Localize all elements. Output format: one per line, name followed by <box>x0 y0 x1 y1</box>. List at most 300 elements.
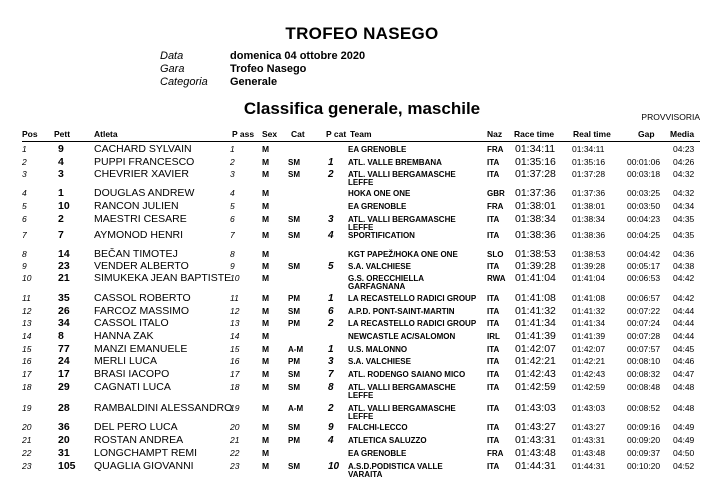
cell-pcat: 2 <box>328 318 334 329</box>
cell-sex: M <box>262 188 270 198</box>
classification-title: Classifica generale, maschile <box>243 99 481 118</box>
cell-sex: M <box>262 382 270 392</box>
cell-pett: 10 <box>58 200 70 212</box>
cell-gap: 00:06:57 <box>627 293 661 303</box>
cell-team: HOKA ONE ONE <box>348 189 411 198</box>
cell-pos: 11 <box>22 293 31 303</box>
cell-gap: 00:01:06 <box>627 157 661 167</box>
cell-team: G.S. ORECCHIELLA <box>348 274 425 283</box>
cell-cat: PM <box>288 436 300 445</box>
cell-pcat: 1 <box>328 293 334 304</box>
cell-atleta: CAGNATI LUCA <box>94 381 171 393</box>
cell-pos: 12 <box>22 306 32 316</box>
table-row <box>0 422 724 434</box>
event-meta <box>160 50 365 89</box>
cell-real: 01:35:16 <box>572 157 606 167</box>
cell-pett: 7 <box>58 229 64 241</box>
cell-pos: 18 <box>22 382 32 392</box>
cell-real: 01:43:03 <box>572 403 606 413</box>
cell-team: ATL. VALLI BERGAMASCHE <box>348 383 456 392</box>
cell-atleta: SIMUKEKA JEAN BAPTISTE <box>94 272 232 284</box>
cell-media: 04:44 <box>673 331 695 341</box>
table-row <box>0 381 724 400</box>
cell-gap: 00:09:37 <box>627 448 661 458</box>
cell-atleta: FARCOZ MASSIMO <box>94 305 190 317</box>
cell-cat: SM <box>288 370 300 379</box>
cell-race: 01:42:43 <box>515 368 556 380</box>
cell-cat: SM <box>288 307 300 316</box>
cell-pos: 22 <box>22 448 32 458</box>
cell-real: 01:42:07 <box>572 344 606 354</box>
meta-value: Generale <box>230 76 278 88</box>
header-gap: Gap <box>638 129 655 139</box>
table-row <box>0 293 724 305</box>
cell-real: 01:38:53 <box>572 249 606 259</box>
cell-race: 01:43:03 <box>515 402 556 414</box>
cell-cat: SM <box>288 215 300 224</box>
table-row <box>0 460 724 479</box>
cell-atleta: PUPPI FRANCESCO <box>94 156 195 168</box>
table-row <box>0 435 724 447</box>
cell-race: 01:38:36 <box>515 229 556 241</box>
cell-team: ATL. VALLI BERGAMASCHE <box>348 170 456 179</box>
cell-gap: 00:04:23 <box>627 214 661 224</box>
cell-gap: 00:10:20 <box>627 461 661 471</box>
cell-atleta: LONGCHAMPT REMI <box>94 447 198 459</box>
cell-cat: SM <box>288 158 300 167</box>
cell-team: LA RECASTELLO RADICI GROUP <box>348 294 477 303</box>
cell-sex: M <box>262 344 270 354</box>
cell-pass: 3 <box>230 169 235 179</box>
header-rule <box>22 141 700 142</box>
cell-sex: M <box>262 369 270 379</box>
cell-atleta: CACHARD SYLVAIN <box>94 143 192 155</box>
table-row <box>0 230 724 242</box>
cell-sex: M <box>262 249 270 259</box>
cell-media: 04:35 <box>673 230 695 240</box>
cell-media: 04:45 <box>673 344 695 354</box>
cell-media: 04:42 <box>673 273 695 283</box>
cell-pcat: 10 <box>328 461 340 472</box>
cell-gap: 00:04:42 <box>627 249 661 259</box>
cell-race: 01:41:32 <box>515 305 556 317</box>
cell-pos: 14 <box>22 331 32 341</box>
cell-real: 01:37:36 <box>572 188 606 198</box>
cell-team-continued: VARAITA <box>348 470 383 479</box>
cell-gap: 00:03:25 <box>627 188 661 198</box>
cell-atleta: AYMONOD HENRI <box>94 229 184 241</box>
cell-naz: ITA <box>487 404 500 413</box>
cell-race: 01:43:27 <box>515 421 556 433</box>
header-race-time: Race time <box>514 129 555 139</box>
cell-naz: IRL <box>487 332 500 341</box>
cell-race: 01:41:08 <box>515 292 556 304</box>
cell-pos: 3 <box>22 169 27 179</box>
cell-team: ATL. VALLI BERGAMASCHE <box>348 215 456 224</box>
cell-media: 04:35 <box>673 214 695 224</box>
cell-pos: 2 <box>22 157 27 167</box>
header-sex: Sex <box>262 129 278 139</box>
table-row <box>0 213 724 232</box>
header-team: Team <box>350 129 372 139</box>
cell-cat: PM <box>288 357 300 366</box>
cell-sex: M <box>262 230 270 240</box>
cell-pass: 6 <box>230 214 235 224</box>
cell-gap: 00:05:17 <box>627 261 661 271</box>
cell-sex: M <box>262 214 270 224</box>
cell-team-continued: GARFAGNANA <box>348 282 406 291</box>
cell-gap: 00:07:28 <box>627 331 661 341</box>
cell-pett: 21 <box>58 272 70 284</box>
cell-atleta: MANZI EMANUELE <box>94 343 188 355</box>
cell-race: 01:35:16 <box>515 156 556 168</box>
cell-race: 01:43:31 <box>515 434 556 446</box>
cell-race: 01:42:59 <box>515 381 556 393</box>
cell-race: 01:41:34 <box>515 317 556 329</box>
cell-naz: SLO <box>487 250 504 259</box>
cell-media: 04:50 <box>673 448 695 458</box>
cell-pass: 16 <box>230 356 240 366</box>
cell-pos: 19 <box>22 403 32 413</box>
cell-naz: ITA <box>487 262 500 271</box>
meta-value: Trofeo Nasego <box>230 63 307 75</box>
cell-atleta: CHEVRIER XAVIER <box>94 168 189 180</box>
cell-real: 01:44:31 <box>572 461 606 471</box>
cell-naz: ITA <box>487 231 500 240</box>
cell-real: 01:41:04 <box>572 273 606 283</box>
cell-pass: 11 <box>230 293 239 303</box>
cell-team-continued: LEFFE <box>348 412 374 421</box>
cell-cat: SM <box>288 423 300 432</box>
cell-sex: M <box>262 331 270 341</box>
cell-sex: M <box>262 293 270 303</box>
cell-team: A.S.D.PODISTICA VALLE <box>348 462 443 471</box>
cell-real: 01:42:59 <box>572 382 606 392</box>
cell-real: 01:37:28 <box>572 169 606 179</box>
cell-pett: 31 <box>58 447 70 459</box>
cell-pass: 13 <box>230 318 240 328</box>
cell-naz: FRA <box>487 202 504 211</box>
cell-cat: A-M <box>288 404 304 413</box>
cell-gap: 00:08:10 <box>627 356 661 366</box>
cell-team: FALCHI-LECCO <box>348 423 408 432</box>
cell-pass: 18 <box>230 382 240 392</box>
cell-media: 04:36 <box>673 249 695 259</box>
cell-pos: 23 <box>22 461 32 471</box>
cell-naz: ITA <box>487 462 500 471</box>
cell-race: 01:41:04 <box>515 272 556 284</box>
cell-team: ATLETICA SALUZZO <box>348 436 427 445</box>
cell-atleta: BEČAN TIMOTEJ <box>94 248 178 260</box>
cell-team-continued: LEFFE <box>348 178 374 187</box>
table-row <box>0 402 724 421</box>
table-row <box>0 272 724 291</box>
cell-real: 01:42:43 <box>572 369 606 379</box>
cell-atleta: MERLI LUCA <box>94 355 158 367</box>
cell-pett: 2 <box>58 213 64 225</box>
cell-pos: 1 <box>22 144 27 154</box>
table-row <box>0 144 724 156</box>
cell-pett: 35 <box>58 292 70 304</box>
cell-pcat: 3 <box>328 214 334 225</box>
cell-race: 01:42:07 <box>515 343 556 355</box>
cell-sex: M <box>262 422 270 432</box>
cell-media: 04:46 <box>673 356 695 366</box>
cell-pett: 9 <box>58 143 64 155</box>
cell-atleta: HANNA ZAK <box>94 330 154 342</box>
cell-pass: 4 <box>230 188 235 198</box>
cell-sex: M <box>262 435 270 445</box>
header-cat: Cat <box>291 129 305 139</box>
cell-gap: 00:04:25 <box>627 230 661 240</box>
cell-real: 01:41:32 <box>572 306 606 316</box>
cell-sex: M <box>262 461 270 471</box>
meta-row-race <box>160 63 365 76</box>
cell-media: 04:52 <box>673 461 695 471</box>
cell-pett: 14 <box>58 248 70 260</box>
cell-sex: M <box>262 201 270 211</box>
cell-race: 01:37:36 <box>515 187 556 199</box>
cell-cat: SM <box>288 383 300 392</box>
cell-atleta: VENDER ALBERTO <box>94 260 189 272</box>
meta-label: Gara <box>160 63 185 75</box>
cell-media: 04:38 <box>673 261 695 271</box>
cell-media: 04:49 <box>673 422 695 432</box>
cell-real: 01:41:08 <box>572 293 606 303</box>
cell-pos: 15 <box>22 344 32 354</box>
header-pcat: P cat <box>326 129 347 139</box>
cell-naz: ITA <box>487 436 500 445</box>
cell-pos: 9 <box>22 261 27 271</box>
cell-pass: 19 <box>230 403 240 413</box>
cell-real: 01:41:34 <box>572 318 606 328</box>
cell-cat: A-M <box>288 345 304 354</box>
cell-race: 01:34:11 <box>515 143 556 155</box>
cell-cat: SM <box>288 262 300 271</box>
status-label: PROVVISORIA <box>641 112 700 122</box>
cell-pass: 5 <box>230 201 235 211</box>
meta-row-category <box>160 76 365 89</box>
cell-gap: 00:08:52 <box>627 403 661 413</box>
table-row <box>0 356 724 368</box>
cell-gap: 00:03:50 <box>627 201 661 211</box>
cell-sex: M <box>262 273 270 283</box>
cell-team: S.A. VALCHIESE <box>348 262 411 271</box>
cell-real: 01:38:01 <box>572 201 606 211</box>
cell-pass: 12 <box>230 306 240 316</box>
cell-pass: 7 <box>230 230 235 240</box>
cell-gap: 00:08:32 <box>627 369 661 379</box>
cell-atleta: CASSOL ITALO <box>94 317 169 329</box>
cell-race: 01:44:31 <box>515 460 556 472</box>
cell-sex: M <box>262 144 270 154</box>
meta-label: Categoria <box>160 76 208 88</box>
table-row <box>0 331 724 343</box>
cell-team: ATL. VALLE BREMBANA <box>348 158 442 167</box>
cell-race: 01:39:28 <box>515 260 556 272</box>
cell-race: 01:38:34 <box>515 213 556 225</box>
cell-real: 01:38:36 <box>572 230 606 240</box>
cell-pos: 8 <box>22 249 27 259</box>
cell-sex: M <box>262 403 270 413</box>
cell-pass: 2 <box>230 157 235 167</box>
cell-naz: ITA <box>487 357 500 366</box>
cell-real: 01:41:39 <box>572 331 606 341</box>
cell-media: 04:32 <box>673 188 695 198</box>
cell-media: 04:47 <box>673 369 695 379</box>
cell-cat: SM <box>288 170 300 179</box>
cell-pos: 5 <box>22 201 27 211</box>
cell-race: 01:43:48 <box>515 447 556 459</box>
cell-gap: 00:06:53 <box>627 273 661 283</box>
cell-pett: 23 <box>58 260 70 272</box>
cell-pett: 28 <box>58 402 70 414</box>
cell-media: 04:48 <box>673 382 695 392</box>
cell-naz: ITA <box>487 294 500 303</box>
cell-team-continued: LEFFE <box>348 391 374 400</box>
cell-gap: 00:07:24 <box>627 318 661 328</box>
cell-team: EA GRENOBLE <box>348 449 407 458</box>
table-header <box>0 128 724 140</box>
cell-real: 01:34:11 <box>572 144 605 154</box>
cell-atleta: MAESTRI CESARE <box>94 213 187 225</box>
cell-media: 04:48 <box>673 403 695 413</box>
cell-naz: ITA <box>487 307 500 316</box>
cell-team: EA GRENOBLE <box>348 145 407 154</box>
cell-race: 01:42:21 <box>515 355 556 367</box>
cell-team: ATL. VALLI BERGAMASCHE <box>348 404 456 413</box>
table-row <box>0 318 724 330</box>
cell-gap: 00:08:48 <box>627 382 661 392</box>
cell-naz: ITA <box>487 158 500 167</box>
cell-team: NEWCASTLE AC/SALOMON <box>348 332 456 341</box>
cell-pcat: 4 <box>328 435 334 446</box>
cell-media: 04:23 <box>673 144 695 154</box>
cell-pass: 23 <box>230 461 240 471</box>
cell-pett: 26 <box>58 305 70 317</box>
cell-real: 01:39:28 <box>572 261 606 271</box>
cell-atleta: BRASI IACOPO <box>94 368 170 380</box>
cell-pass: 9 <box>230 261 235 271</box>
cell-atleta: DOUGLAS ANDREW <box>94 187 195 199</box>
cell-pass: 20 <box>230 422 240 432</box>
cell-pcat: 1 <box>328 157 334 168</box>
cell-pos: 6 <box>22 214 27 224</box>
cell-naz: ITA <box>487 319 500 328</box>
table-row <box>0 369 724 381</box>
cell-pcat: 3 <box>328 356 334 367</box>
cell-pcat: 4 <box>328 230 334 241</box>
cell-pos: 16 <box>22 356 32 366</box>
cell-atleta: CASSOL ROBERTO <box>94 292 191 304</box>
cell-pett: 77 <box>58 343 70 355</box>
cell-media: 04:49 <box>673 435 695 445</box>
cell-pass: 21 <box>230 435 240 445</box>
cell-team: KGT PAPEŽ/HOKA ONE ONE <box>348 250 458 259</box>
cell-real: 01:42:21 <box>572 356 606 366</box>
cell-pcat: 8 <box>328 382 334 393</box>
cell-naz: ITA <box>487 423 500 432</box>
cell-naz: FRA <box>487 449 504 458</box>
cell-sex: M <box>262 448 270 458</box>
cell-real: 01:43:31 <box>572 435 606 445</box>
cell-team: U.S. MALONNO <box>348 345 408 354</box>
meta-row-date <box>160 50 365 63</box>
cell-team: SPORTIFICATION <box>348 231 415 240</box>
cell-pett: 4 <box>58 156 64 168</box>
cell-sex: M <box>262 306 270 316</box>
cell-race: 01:38:01 <box>515 200 556 212</box>
header-pett: Pett <box>54 129 71 139</box>
cell-sex: M <box>262 318 270 328</box>
cell-pett: 17 <box>58 368 70 380</box>
cell-cat: SM <box>288 231 300 240</box>
cell-pcat: 2 <box>328 169 334 180</box>
cell-sex: M <box>262 261 270 271</box>
header-atleta: Atleta <box>94 129 118 139</box>
cell-pos: 4 <box>22 188 27 198</box>
cell-pass: 1 <box>230 144 235 154</box>
cell-media: 04:44 <box>673 318 695 328</box>
cell-naz: ITA <box>487 170 500 179</box>
cell-naz: ITA <box>487 370 500 379</box>
cell-pos: 7 <box>22 230 27 240</box>
cell-atleta: DEL PERO LUCA <box>94 421 178 433</box>
cell-pass: 14 <box>230 331 240 341</box>
cell-cat: SM <box>288 462 300 471</box>
cell-sex: M <box>262 157 270 167</box>
cell-real: 01:38:34 <box>572 214 606 224</box>
cell-real: 01:43:27 <box>572 422 606 432</box>
cell-pett: 105 <box>58 460 76 472</box>
cell-pcat: 2 <box>328 403 334 414</box>
cell-gap: 00:07:22 <box>627 306 661 316</box>
cell-race: 01:41:39 <box>515 330 556 342</box>
cell-pett: 29 <box>58 381 70 393</box>
cell-team: ATL. RODENGO SAIANO MICO <box>348 370 466 379</box>
table-row <box>0 448 724 460</box>
cell-naz: RWA <box>487 274 506 283</box>
table-row <box>0 188 724 200</box>
cell-pett: 20 <box>58 434 70 446</box>
cell-team: A.P.D. PONT-SAINT-MARTIN <box>348 307 455 316</box>
cell-gap: 00:07:57 <box>627 344 661 354</box>
cell-pcat: 7 <box>328 369 334 380</box>
cell-gap: 00:09:16 <box>627 422 661 432</box>
cell-team: S.A. VALCHIESE <box>348 357 411 366</box>
cell-team: EA GRENOBLE <box>348 202 407 211</box>
cell-media: 04:32 <box>673 169 695 179</box>
cell-cat: PM <box>288 319 300 328</box>
cell-media: 04:26 <box>673 157 695 167</box>
cell-pass: 22 <box>230 448 240 458</box>
cell-naz: ITA <box>487 345 500 354</box>
cell-team-continued: LEFFE <box>348 223 374 232</box>
cell-atleta: QUAGLIA GIOVANNI <box>94 460 194 472</box>
table-row <box>0 168 724 187</box>
cell-sex: M <box>262 169 270 179</box>
document-title: TROFEO NASEGO <box>285 24 439 43</box>
cell-naz: ITA <box>487 215 500 224</box>
cell-naz: ITA <box>487 383 500 392</box>
cell-pos: 20 <box>22 422 32 432</box>
cell-pass: 15 <box>230 344 240 354</box>
cell-pett: 1 <box>58 187 64 199</box>
cell-pett: 3 <box>58 168 64 180</box>
cell-pos: 17 <box>22 369 32 379</box>
header-pos: Pos <box>22 129 38 139</box>
cell-naz: FRA <box>487 145 504 154</box>
